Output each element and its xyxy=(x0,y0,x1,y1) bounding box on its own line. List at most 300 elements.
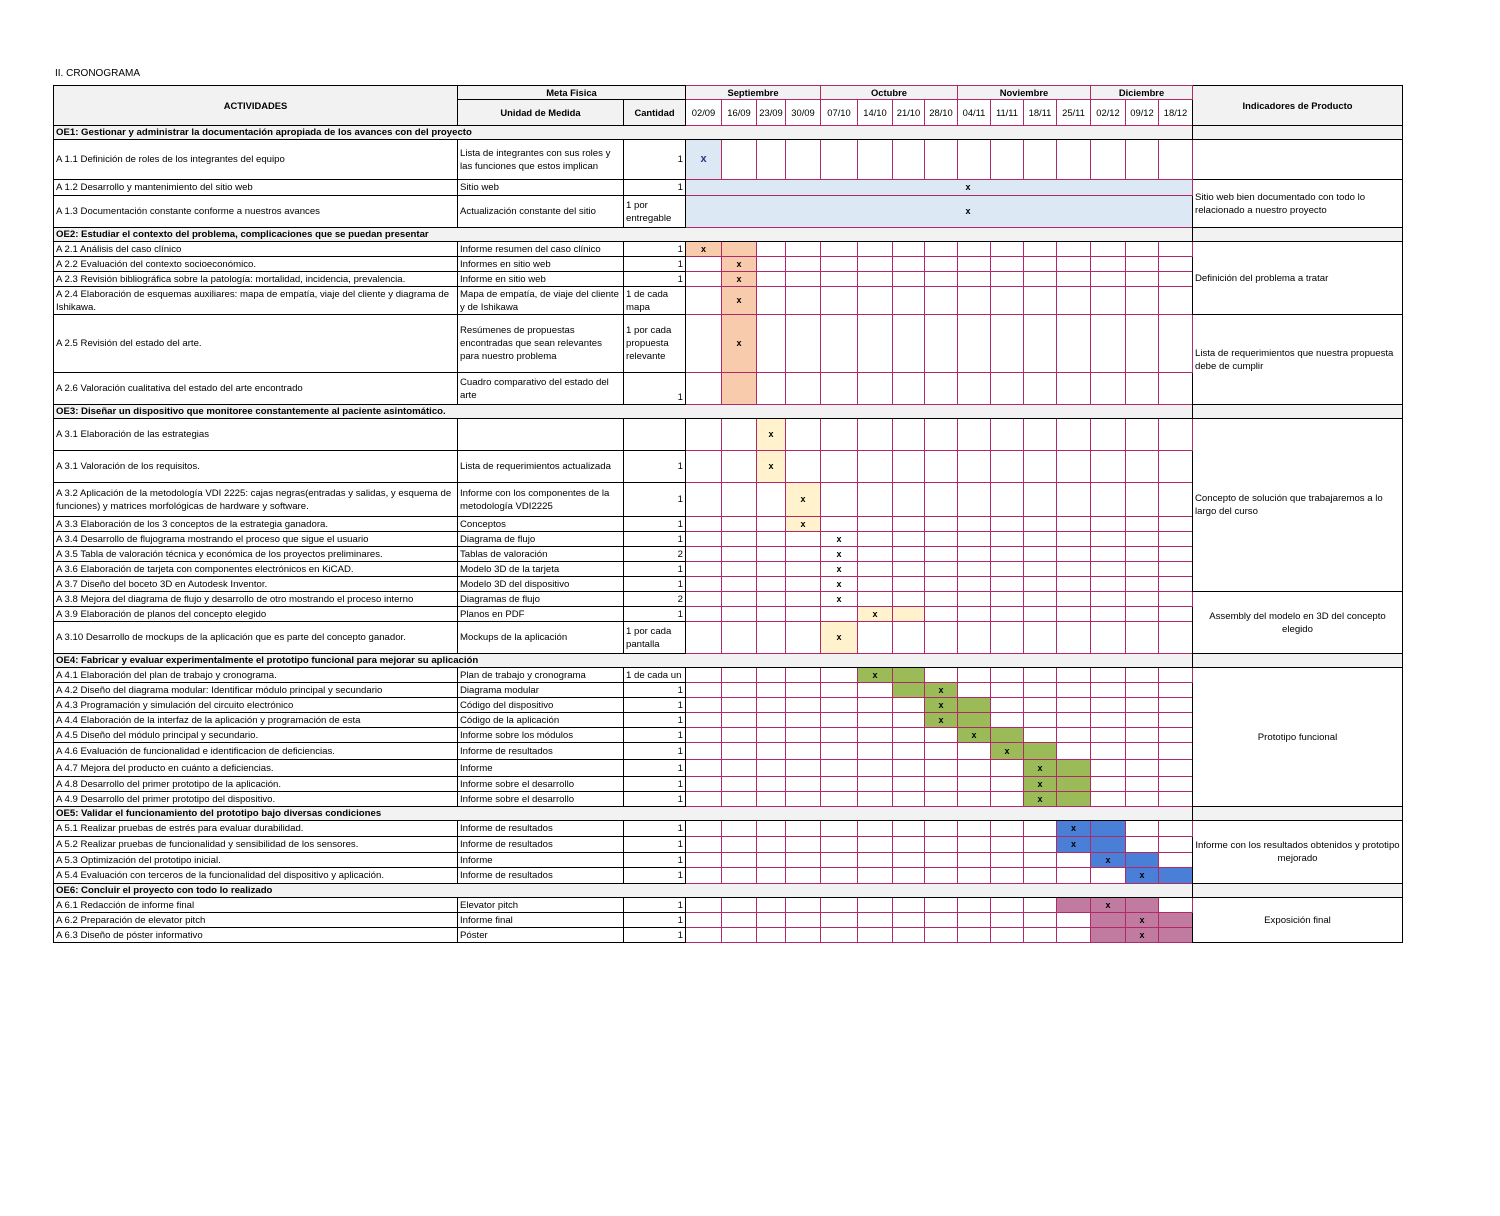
week-cell xyxy=(858,713,893,728)
week-cell xyxy=(1126,483,1159,517)
unit-cell: Informe de resultados xyxy=(458,837,624,853)
week-cell xyxy=(821,777,858,792)
week-cell xyxy=(925,668,958,683)
unit-cell: Resúmenes de propuestas encontradas que sean relevantes para nuestro problema xyxy=(458,315,624,373)
week-cell xyxy=(1057,713,1091,728)
week-cell xyxy=(1057,868,1091,884)
activity-cell: A 6.2 Preparación de elevator pitch xyxy=(54,913,458,928)
week-cell xyxy=(686,728,722,743)
week-cell xyxy=(1057,577,1091,592)
week-cell xyxy=(821,868,858,884)
week-cell xyxy=(757,837,786,853)
week-cell xyxy=(858,483,893,517)
week-cell xyxy=(991,668,1024,683)
week-cell xyxy=(958,607,991,622)
week-cell: x xyxy=(1024,760,1057,777)
week-cell xyxy=(858,287,893,315)
week-cell xyxy=(786,821,821,837)
week-cell xyxy=(1057,419,1091,451)
week-cell xyxy=(991,853,1024,868)
week-cell xyxy=(858,547,893,562)
week-cell xyxy=(991,607,1024,622)
week-cell xyxy=(686,287,722,315)
qty-cell: 1 xyxy=(624,698,686,713)
header-month-dec: Diciembre xyxy=(1091,86,1193,100)
week-cell xyxy=(991,451,1024,483)
week-cell xyxy=(686,913,722,928)
unit-cell: Conceptos xyxy=(458,517,624,532)
week-cell xyxy=(1126,517,1159,532)
week-cell xyxy=(1091,760,1126,777)
week-cell xyxy=(757,777,786,792)
week-cell: x xyxy=(821,532,858,547)
objective-title: OE2: Estudiar el contexto del problema, complicaciones que se puedan presentar xyxy=(54,228,1193,242)
week-cell xyxy=(1159,683,1193,698)
week-cell xyxy=(1091,913,1126,928)
week-cell xyxy=(893,743,925,760)
week-cell xyxy=(757,898,786,913)
unit-cell: Tablas de valoración xyxy=(458,547,624,562)
activity-row xyxy=(54,419,1403,451)
week-cell xyxy=(858,743,893,760)
week-cell xyxy=(686,760,722,777)
week-cell xyxy=(925,821,958,837)
week-cell xyxy=(722,713,757,728)
week-cell xyxy=(991,622,1024,654)
week-cell xyxy=(925,898,958,913)
week-cell xyxy=(958,257,991,272)
week-cell xyxy=(893,315,925,373)
week-cell xyxy=(958,373,991,405)
week-cell xyxy=(925,242,958,257)
week-cell xyxy=(1091,562,1126,577)
activity-cell: A 3.7 Diseño del boceto 3D en Autodesk Inventor. xyxy=(54,577,458,592)
week-cell xyxy=(686,898,722,913)
week-cell xyxy=(958,562,991,577)
week-cell xyxy=(925,607,958,622)
week-cell xyxy=(1159,821,1193,837)
week-cell xyxy=(893,419,925,451)
week-cell xyxy=(1057,272,1091,287)
week-cell xyxy=(1057,532,1091,547)
week-cell xyxy=(1159,547,1193,562)
unit-cell: Cuadro comparativo del estado del arte xyxy=(458,373,624,405)
week-cell xyxy=(1126,562,1159,577)
week-cell xyxy=(1091,373,1126,405)
unit-cell: Informe con los componentes de la metodología VDI2225 xyxy=(458,483,624,517)
week-cell xyxy=(858,898,893,913)
week-cell xyxy=(858,532,893,547)
week-cell xyxy=(722,419,757,451)
week-cell xyxy=(858,683,893,698)
week-cell xyxy=(1091,868,1126,884)
objective-title-pad xyxy=(1193,884,1403,898)
qty-cell: 1 xyxy=(624,913,686,928)
week-cell xyxy=(686,483,722,517)
page-title: II. CRONOGRAMA xyxy=(55,68,141,79)
qty-cell: 2 xyxy=(624,592,686,607)
week-cell xyxy=(786,898,821,913)
week-cell xyxy=(991,713,1024,728)
week-cell xyxy=(686,592,722,607)
week-cell xyxy=(958,683,991,698)
week-cell xyxy=(1159,668,1193,683)
week-cell xyxy=(821,242,858,257)
week-cell xyxy=(1091,272,1126,287)
week-cell xyxy=(925,928,958,943)
unit-cell: Modelo 3D del dispositivo xyxy=(458,577,624,592)
week-cell xyxy=(925,451,958,483)
week-cell xyxy=(1126,728,1159,743)
objective-title: OE6: Concluir el proyecto con todo lo realizado xyxy=(54,884,1193,898)
week-cell xyxy=(925,272,958,287)
week-cell xyxy=(858,792,893,807)
unit-cell xyxy=(458,419,624,451)
week-cell xyxy=(757,743,786,760)
week-cell xyxy=(958,792,991,807)
week-cell xyxy=(958,272,991,287)
qty-cell: 1 xyxy=(624,180,686,196)
week-cell xyxy=(686,713,722,728)
week-cell xyxy=(893,483,925,517)
qty-cell: 1 por cada pantalla xyxy=(624,622,686,654)
week-cell xyxy=(858,777,893,792)
week-cell xyxy=(722,792,757,807)
week-cell xyxy=(786,532,821,547)
week-cell: x xyxy=(786,517,821,532)
week-cell xyxy=(893,837,925,853)
week-cell xyxy=(1126,373,1159,405)
week-cell xyxy=(991,287,1024,315)
week-cell xyxy=(1057,928,1091,943)
header-meta: Meta Fisica xyxy=(458,86,686,100)
unit-cell: Informes en sitio web xyxy=(458,257,624,272)
week-cell xyxy=(686,698,722,713)
week-cell xyxy=(958,242,991,257)
week-cell: x xyxy=(722,315,757,373)
week-cell xyxy=(757,315,786,373)
week-cell xyxy=(1159,577,1193,592)
week-cell xyxy=(1126,837,1159,853)
week-cell xyxy=(858,698,893,713)
week-cell xyxy=(1159,315,1193,373)
week-cell xyxy=(686,562,722,577)
week-cell xyxy=(893,517,925,532)
week-cell xyxy=(893,821,925,837)
week-cell xyxy=(786,792,821,807)
indicator-cell: Exposición final xyxy=(1193,898,1403,943)
week-cell xyxy=(858,760,893,777)
week-cell xyxy=(925,315,958,373)
week-cell xyxy=(1024,562,1057,577)
week-cell xyxy=(991,532,1024,547)
week-cell xyxy=(686,419,722,451)
week-cell xyxy=(925,760,958,777)
objective-title: OE3: Diseñar un dispositivo que monitoree constantemente al paciente asintomático. xyxy=(54,405,1193,419)
week-cell xyxy=(821,713,858,728)
week-cell xyxy=(722,622,757,654)
week-cell xyxy=(1057,562,1091,577)
activity-cell: A 6.3 Diseño de póster informativo xyxy=(54,928,458,943)
week-cell xyxy=(686,272,722,287)
week-cell xyxy=(925,373,958,405)
week-cell xyxy=(958,743,991,760)
schedule-table xyxy=(53,85,1403,943)
week-cell: x xyxy=(1091,853,1126,868)
week-cell xyxy=(722,743,757,760)
week-cell xyxy=(757,821,786,837)
week-cell xyxy=(1159,607,1193,622)
week-cell xyxy=(1091,683,1126,698)
week-cell xyxy=(893,853,925,868)
week-cell xyxy=(686,547,722,562)
week-cell xyxy=(722,760,757,777)
qty-cell: 1 xyxy=(624,760,686,777)
week-cell xyxy=(1024,140,1057,180)
week-cell xyxy=(958,532,991,547)
week-cell xyxy=(757,140,786,180)
week-cell: x xyxy=(686,242,722,257)
week-cell xyxy=(1057,517,1091,532)
week-cell xyxy=(722,837,757,853)
week-cell xyxy=(1057,743,1091,760)
week-cell xyxy=(1091,792,1126,807)
week-cell xyxy=(1159,483,1193,517)
week-cell xyxy=(958,592,991,607)
header-week: 02/12 xyxy=(1091,100,1126,126)
week-cell xyxy=(858,577,893,592)
qty-cell: 1 xyxy=(624,272,686,287)
activity-cell: A 3.4 Desarrollo de flujograma mostrando el proceso que sigue el usuario xyxy=(54,532,458,547)
week-cell xyxy=(925,483,958,517)
activity-cell: A 1.3 Documentación constante conforme a nuestros avances xyxy=(54,196,458,228)
week-cell xyxy=(991,928,1024,943)
week-cell xyxy=(893,760,925,777)
unit-cell: Póster xyxy=(458,928,624,943)
week-cell xyxy=(1126,698,1159,713)
week-cell xyxy=(821,928,858,943)
week-cell xyxy=(786,257,821,272)
week-cell xyxy=(786,577,821,592)
qty-cell: 1 xyxy=(624,743,686,760)
week-cell xyxy=(1159,853,1193,868)
week-cell xyxy=(1091,607,1126,622)
week-cell xyxy=(1057,373,1091,405)
week-cell xyxy=(686,257,722,272)
header-month-sep: Septiembre xyxy=(686,86,821,100)
week-cell xyxy=(893,777,925,792)
week-cell xyxy=(821,140,858,180)
week-cell xyxy=(958,315,991,373)
week-cell xyxy=(893,792,925,807)
qty-cell xyxy=(624,419,686,451)
week-cell xyxy=(925,547,958,562)
week-cell xyxy=(991,315,1024,373)
qty-cell: 1 xyxy=(624,517,686,532)
activity-cell: A 3.10 Desarrollo de mockups de la aplicación que es parte del concepto ganador. xyxy=(54,622,458,654)
week-cell xyxy=(858,257,893,272)
week-cell xyxy=(893,287,925,315)
header-week: 18/12 xyxy=(1159,100,1193,126)
week-cell: x xyxy=(925,683,958,698)
week-cell xyxy=(786,547,821,562)
unit-cell: Sitio web xyxy=(458,180,624,196)
unit-cell: Código del dispositivo xyxy=(458,698,624,713)
header-month-oct: Octubre xyxy=(821,86,958,100)
week-cell xyxy=(1091,622,1126,654)
activity-cell: A 2.4 Elaboración de esquemas auxiliares: mapa de empatía, viaje del cliente y diagrama de Ishikawa. xyxy=(54,287,458,315)
activity-row xyxy=(54,180,1403,196)
week-cell xyxy=(1159,532,1193,547)
activity-cell: A 3.1 Valoración de los requisitos. xyxy=(54,451,458,483)
week-cell xyxy=(786,928,821,943)
week-cell xyxy=(991,792,1024,807)
week-cell xyxy=(1091,257,1126,272)
unit-cell: Actualización constante del sitio xyxy=(458,196,624,228)
week-cell xyxy=(893,373,925,405)
week-cell xyxy=(1091,532,1126,547)
activity-cell: A 3.9 Elaboración de planos del concepto elegido xyxy=(54,607,458,622)
week-cell xyxy=(722,777,757,792)
week-cell xyxy=(757,713,786,728)
activity-cell: A 4.9 Desarrollo del primer prototipo del dispositivo. xyxy=(54,792,458,807)
header-week: 04/11 xyxy=(958,100,991,126)
week-cell xyxy=(1159,698,1193,713)
week-cell: x xyxy=(1057,821,1091,837)
qty-cell: 1 xyxy=(624,257,686,272)
qty-cell: 1 de cada mapa xyxy=(624,287,686,315)
qty-cell: 1 xyxy=(624,777,686,792)
week-cell xyxy=(958,698,991,713)
week-cell xyxy=(925,728,958,743)
week-cell xyxy=(1159,792,1193,807)
header-week: 28/10 xyxy=(925,100,958,126)
week-cell xyxy=(1091,577,1126,592)
week-cell xyxy=(1024,898,1057,913)
week-cell xyxy=(1024,451,1057,483)
week-cell xyxy=(757,683,786,698)
week-cell xyxy=(1057,257,1091,272)
week-cell: x xyxy=(1091,898,1126,913)
header-week: 16/09 xyxy=(722,100,757,126)
objective-title: OE4: Fabricar y evaluar experimentalmente el prototipo funcional para mejorar su aplicación xyxy=(54,654,1193,668)
week-cell xyxy=(1024,592,1057,607)
week-cell xyxy=(722,562,757,577)
week-cell: x xyxy=(1057,837,1091,853)
week-cell xyxy=(1126,272,1159,287)
week-cell xyxy=(991,913,1024,928)
week-cell xyxy=(1126,140,1159,180)
activity-cell: A 4.4 Elaboración de la interfaz de la aplicación y programación de esta xyxy=(54,713,458,728)
week-cell xyxy=(991,140,1024,180)
activity-cell: A 2.1 Análisis del caso clínico xyxy=(54,242,458,257)
week-cell xyxy=(722,683,757,698)
week-cell xyxy=(722,868,757,884)
week-cell: x xyxy=(821,592,858,607)
week-cell xyxy=(821,451,858,483)
week-cell xyxy=(893,668,925,683)
objective-title: OE5: Validar el funcionamiento del prototipo bajo diversas condiciones xyxy=(54,807,1193,821)
week-cell xyxy=(821,287,858,315)
week-cell xyxy=(858,837,893,853)
week-cell xyxy=(821,821,858,837)
week-cell xyxy=(858,451,893,483)
header-indicators: Indicadores de Producto xyxy=(1193,86,1403,126)
week-cell xyxy=(893,547,925,562)
week-cell xyxy=(722,517,757,532)
week-cell xyxy=(893,140,925,180)
week-cell: x xyxy=(757,419,786,451)
week-cell xyxy=(1126,777,1159,792)
week-cell xyxy=(1024,698,1057,713)
week-cell xyxy=(1057,792,1091,807)
header-week: 25/11 xyxy=(1057,100,1091,126)
unit-cell: Informe final xyxy=(458,913,624,928)
week-cell xyxy=(991,257,1024,272)
activity-cell: A 4.6 Evaluación de funcionalidad e identificacion de deficiencias. xyxy=(54,743,458,760)
header-week: 18/11 xyxy=(1024,100,1057,126)
activity-cell: A 2.5 Revisión del estado del arte. xyxy=(54,315,458,373)
activity-cell: A 4.7 Mejora del producto en cuánto a deficiencias. xyxy=(54,760,458,777)
week-cell xyxy=(757,562,786,577)
week-cell xyxy=(958,777,991,792)
week-cell xyxy=(893,728,925,743)
week-cell xyxy=(1159,622,1193,654)
week-cell xyxy=(757,577,786,592)
week-cell: x xyxy=(821,577,858,592)
week-cell xyxy=(925,532,958,547)
week-cell xyxy=(925,868,958,884)
week-cell xyxy=(991,821,1024,837)
week-cell xyxy=(1091,315,1126,373)
week-cell xyxy=(858,242,893,257)
week-cell xyxy=(821,792,858,807)
week-cell xyxy=(1126,315,1159,373)
qty-cell: 2 xyxy=(624,547,686,562)
week-cell xyxy=(1091,668,1126,683)
week-cell xyxy=(1057,287,1091,315)
week-cell xyxy=(686,451,722,483)
unit-cell: Informe sobre los módulos xyxy=(458,728,624,743)
header-week: 09/12 xyxy=(1126,100,1159,126)
week-cell xyxy=(821,483,858,517)
week-cell xyxy=(1091,592,1126,607)
week-cell xyxy=(722,242,757,257)
week-cell xyxy=(958,483,991,517)
week-cell xyxy=(925,777,958,792)
header-month-nov: Noviembre xyxy=(958,86,1091,100)
week-cell xyxy=(757,913,786,928)
qty-cell: 1 xyxy=(624,532,686,547)
activity-row xyxy=(54,668,1403,683)
week-cell xyxy=(1057,483,1091,517)
activity-cell: A 3.8 Mejora del diagrama de flujo y desarrollo de otro mostrando el proceso interno xyxy=(54,592,458,607)
week-cell xyxy=(686,315,722,373)
week-cell xyxy=(1024,743,1057,760)
week-cell xyxy=(1024,315,1057,373)
unit-cell: Lista de integrantes con sus roles y las funciones que estos implican xyxy=(458,140,624,180)
activity-row xyxy=(54,821,1403,837)
week-span-cell: x xyxy=(686,180,1193,196)
week-cell xyxy=(925,419,958,451)
week-cell xyxy=(1024,928,1057,943)
week-cell xyxy=(722,577,757,592)
week-cell xyxy=(722,853,757,868)
week-cell xyxy=(1159,743,1193,760)
week-cell xyxy=(958,913,991,928)
week-cell xyxy=(1024,853,1057,868)
week-cell xyxy=(757,547,786,562)
